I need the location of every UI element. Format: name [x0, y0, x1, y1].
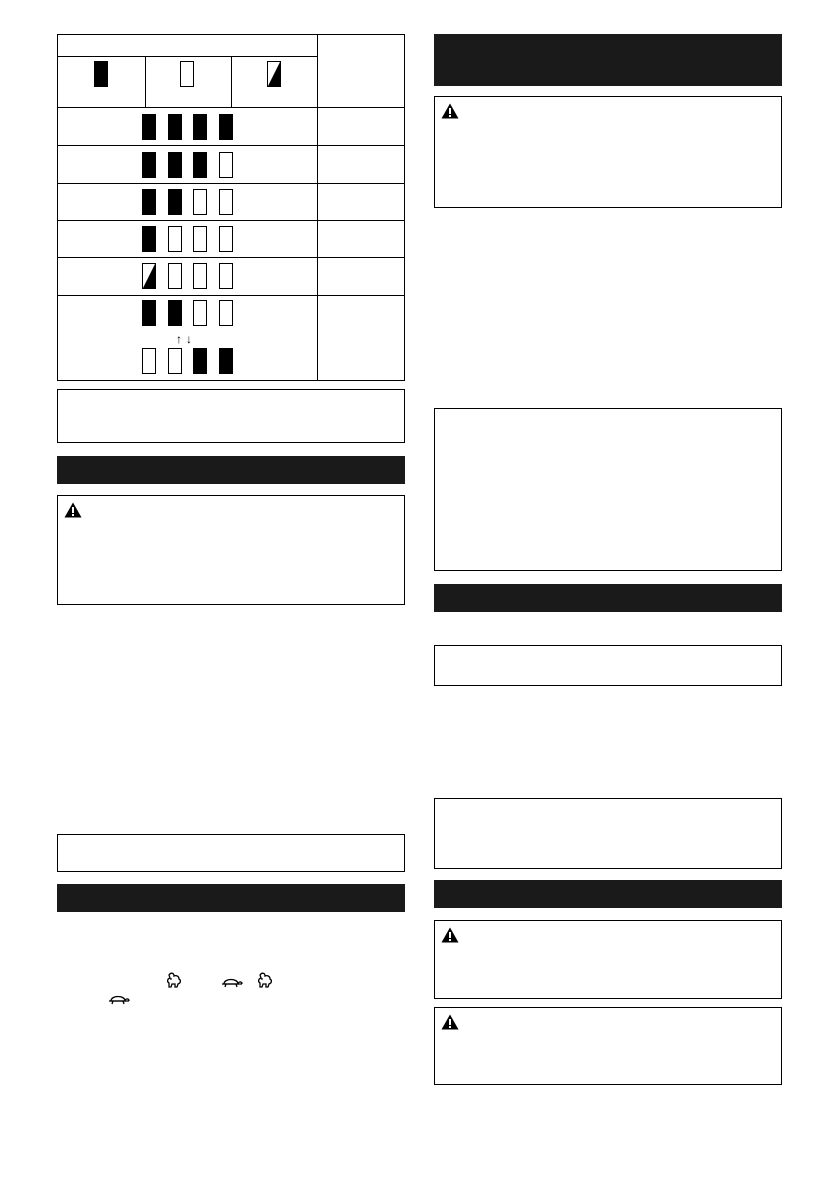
caution-box-2 — [434, 96, 782, 208]
warning-triangle-icon — [441, 103, 459, 119]
indicator-lamp — [193, 348, 207, 374]
indicator-lamp — [193, 189, 207, 215]
turtle-icon — [108, 991, 130, 1007]
indicator-lamp — [193, 152, 207, 178]
rabbit-icon — [165, 972, 183, 988]
note-box — [57, 389, 405, 443]
indicator-lamp — [219, 300, 233, 326]
indicator-lamp — [142, 263, 156, 289]
indicator-lamp — [193, 263, 207, 289]
warning-triangle-icon — [441, 1014, 459, 1030]
indicator-lamp — [219, 189, 233, 215]
indicator-lamp — [168, 152, 182, 178]
indicator-lamp — [168, 348, 182, 374]
note-box-4 — [434, 645, 782, 686]
indicator-lamp — [168, 189, 182, 215]
caution-box-3 — [434, 920, 782, 999]
indicator-lamp — [142, 189, 156, 215]
indicator-lamp — [219, 114, 233, 140]
caution-box — [57, 495, 405, 605]
legend-lamp-off — [180, 61, 194, 87]
note-box-2 — [57, 834, 405, 872]
warning-triangle-icon — [64, 502, 82, 518]
indicator-lamp — [142, 300, 156, 326]
rabbit-icon — [256, 972, 274, 988]
indicator-lamp — [142, 348, 156, 374]
indicator-lamp — [219, 152, 233, 178]
warning-triangle-icon — [441, 927, 459, 943]
indicator-lamp — [168, 263, 182, 289]
indicator-lamp — [193, 300, 207, 326]
indicator-lamp — [219, 263, 233, 289]
legend-lamp-blinking — [267, 61, 281, 87]
section-heading-bar-5 — [434, 880, 782, 908]
section-heading-bar-3 — [434, 34, 782, 86]
caution-box-4 — [434, 1007, 782, 1085]
section-heading-bar-2 — [57, 884, 405, 912]
indicator-lamp — [168, 114, 182, 140]
indicator-lamp — [193, 114, 207, 140]
indicator-lamp — [193, 226, 207, 252]
note-box-5 — [434, 798, 782, 869]
indicator-lamp — [219, 348, 233, 374]
note-box-3 — [434, 408, 782, 571]
indicator-lamp — [168, 226, 182, 252]
section-heading-bar — [57, 456, 405, 484]
turtle-icon — [221, 974, 243, 990]
indicator-lamp — [142, 152, 156, 178]
indicator-lamp — [219, 226, 233, 252]
alternating-arrows: ↑↓ — [176, 332, 196, 346]
indicator-lamp — [168, 300, 182, 326]
indicator-lamp — [142, 226, 156, 252]
section-heading-bar-4 — [434, 584, 782, 612]
indicator-lamp — [142, 114, 156, 140]
legend-lamp-on — [94, 61, 108, 87]
